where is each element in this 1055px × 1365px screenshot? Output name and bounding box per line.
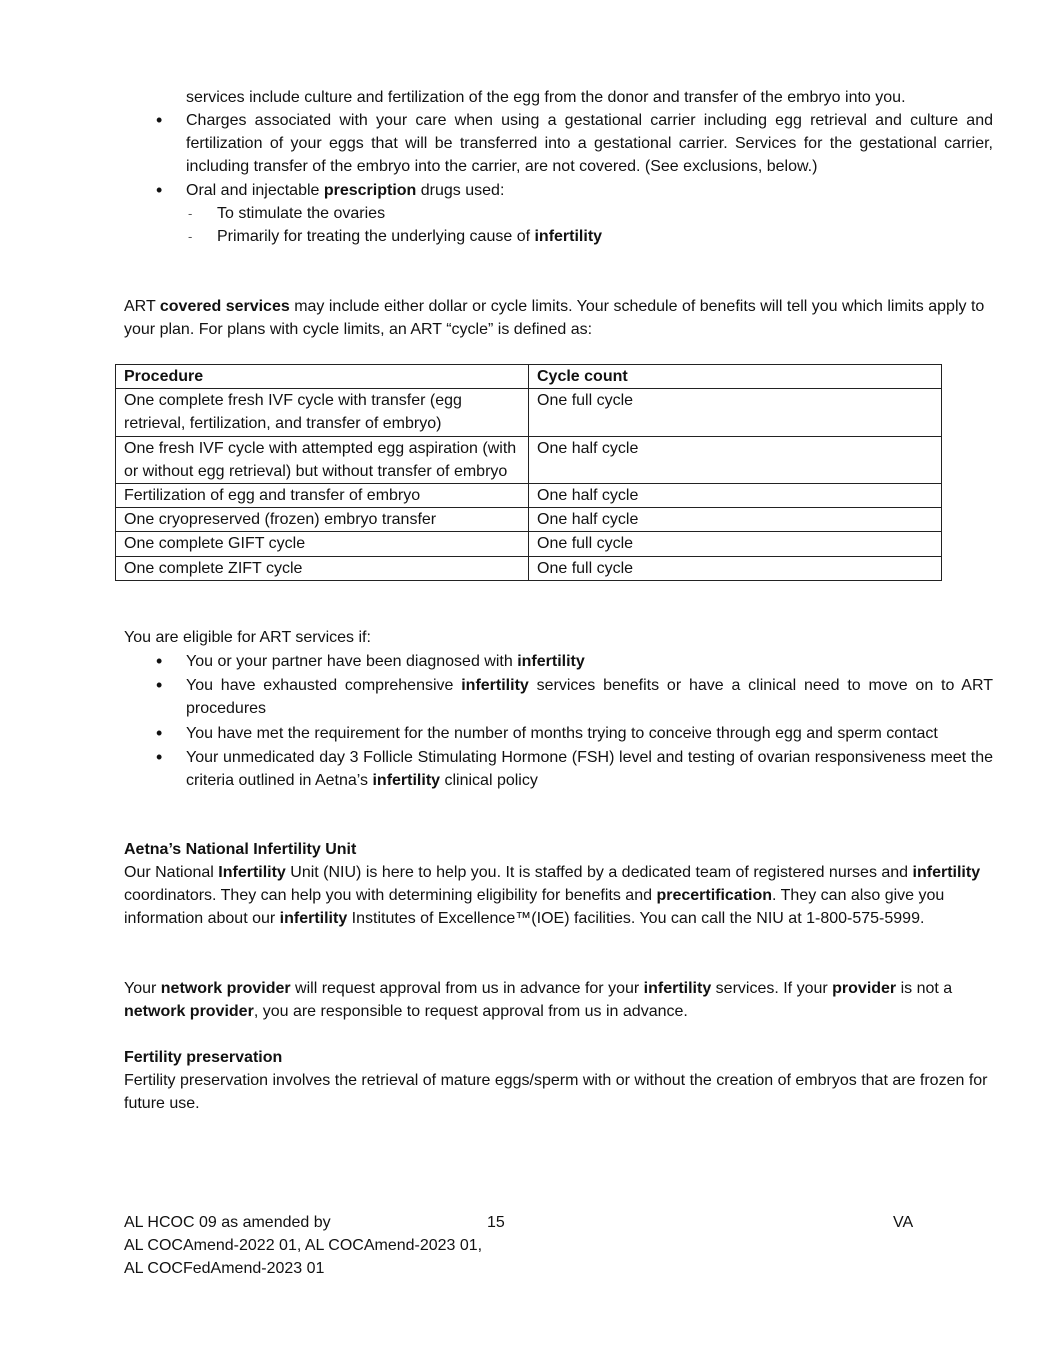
list-item-text: Charges associated with your care when using a gestational carrier including egg retrieval and culture and fertilization of your eggs that will be transferred into a gestational carrier. Services for the gestational carrier, including transfer of the embryo into the carrier, are not covered. (See exclusions, below.) [186, 112, 993, 176]
procedure-cell: One complete fresh IVF cycle with transfer (egg retrieval, fertilization, and transfer of embryo) [116, 389, 529, 436]
list-item: • You or your partner have been diagnosed with infertility [124, 650, 993, 673]
list-item [124, 109, 993, 179]
niu-paragraph: Our National Infertility Unit (NIU) is here to help you. It is staffed by a dedicated team of registered nurses and infertility coordinators. They can help you with determining eligibility for benefits and precertification. They can also give you information about our infertility Institutes of Excellence™(IOE) facilities. You can call the NIU at 1-800-575-5999. [124, 864, 981, 928]
procedure-cell: One complete ZIFT cycle [116, 556, 529, 580]
list-item: • You have exhausted comprehensive infertility services benefits or have a clinical need to move on to ART procedures [124, 674, 993, 720]
coverage-list [124, 109, 993, 248]
footer-form-id: AL HCOC 09 as amended by AL COCAmend-2022 01, AL COCAmend-2023 01, AL COCFedAmend-2023 01 [124, 1214, 483, 1278]
procedure-cell: One fresh IVF cycle with attempted egg aspiration (with or without egg retrieval) but without transfer of embryo [116, 436, 529, 483]
procedure-cell: Fertilization of egg and transfer of embryo [116, 484, 529, 508]
eligibility-list [124, 650, 993, 792]
intro-continuation: services include culture and fertilization of the egg from the donor and transfer of the embryo into you. [186, 89, 906, 106]
cycle-count-cell: One full cycle [529, 389, 942, 436]
column-header-cycle-count: Cycle count [529, 365, 942, 389]
list-item: • You have met the requirement for the number of months trying to conceive through egg and sperm contact [124, 722, 993, 745]
cycle-table [115, 364, 942, 581]
cycle-count-cell: One half cycle [529, 436, 942, 483]
state-code: VA [893, 1214, 914, 1231]
table-header-row [116, 365, 942, 389]
eligibility-intro: You are eligible for ART services if: [124, 629, 371, 646]
table-row [116, 556, 942, 580]
table-row [116, 389, 942, 436]
table-row [116, 532, 942, 556]
cycle-count-cell: One full cycle [529, 556, 942, 580]
cycle-count-cell: One half cycle [529, 484, 942, 508]
cycle-count-cell: One full cycle [529, 532, 942, 556]
fertility-paragraph: Fertility preservation involves the retrieval of mature eggs/sperm with or without the creation of embryos that are frozen for future use. [124, 1072, 988, 1113]
fertility-heading: Fertility preservation [124, 1049, 283, 1066]
table-row [116, 484, 942, 508]
list-item: • Your unmedicated day 3 Follicle Stimulating Hormone (FSH) level and testing of ovarian responsiveness meet the criteria outlined in Aetna’s infertility clinical policy [124, 746, 993, 792]
niu-heading: Aetna’s National Infertility Unit [124, 841, 357, 858]
table-row [116, 436, 942, 483]
table-row [116, 508, 942, 532]
column-header-procedure: Procedure [116, 365, 529, 389]
sub-list-item: - Primarily for treating the underlying cause of infertility [186, 225, 993, 248]
sub-list-item: - To stimulate the ovaries [186, 202, 993, 225]
procedure-cell: One complete GIFT cycle [116, 532, 529, 556]
page-number: 15 [487, 1214, 505, 1231]
list-item: • Oral and injectable prescription drugs used: - To stimulate the ovaries - Primarily for treating the underlying cause of infertility [124, 179, 993, 249]
cycle-count-cell: One half cycle [529, 508, 942, 532]
art-paragraph: ART covered services may include either dollar or cycle limits. Your schedule of benefits will tell you which limits apply to your plan. For plans with cycle limits, an ART “cycle” is defined as: [124, 298, 985, 339]
sub-list [186, 202, 993, 248]
procedure-cell: One cryopreserved (frozen) embryo transfer [116, 508, 529, 532]
network-paragraph: Your network provider will request approval from us in advance for your infertility services. If your provider is not a network provider, you are responsible to request approval from us in advance. [124, 980, 953, 1021]
